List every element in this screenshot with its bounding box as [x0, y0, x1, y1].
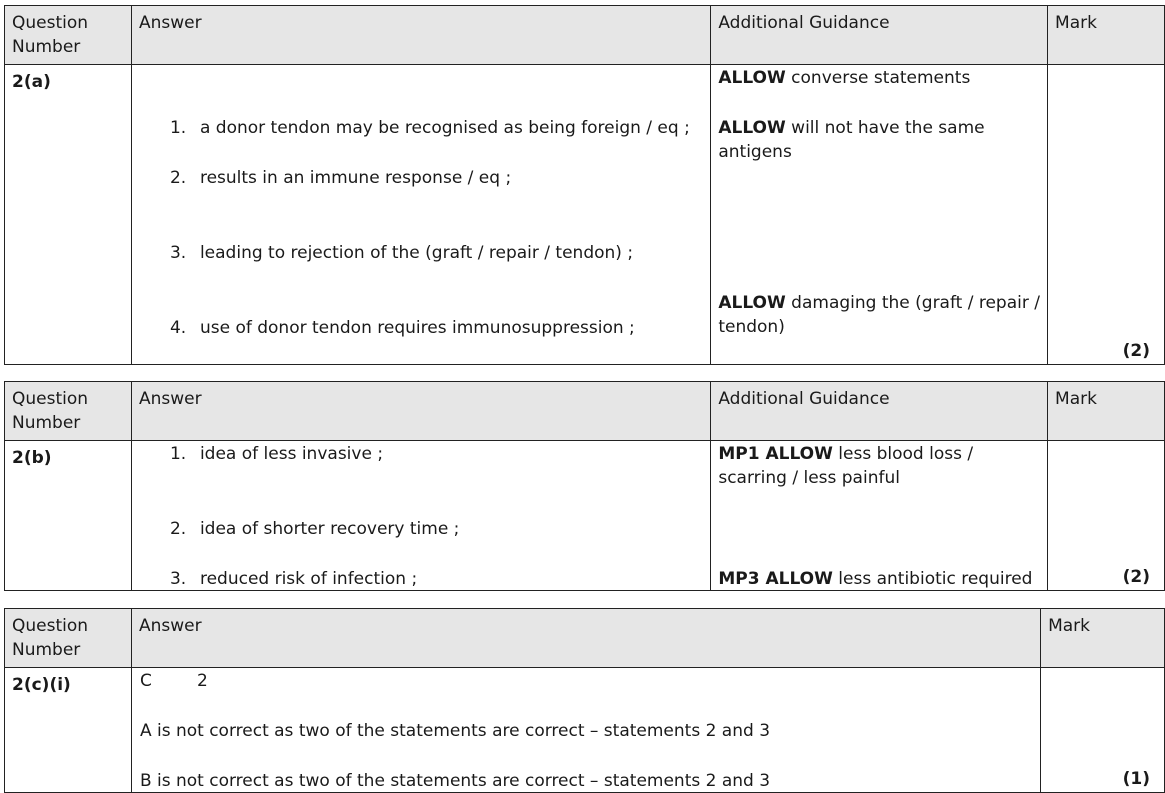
mark-value: (2)	[1048, 65, 1165, 365]
mark-value: (1)	[1041, 668, 1165, 793]
mark-scheme-table-2ci	[4, 608, 1165, 793]
marking-point: 1. a donor tendon may be recognised as being foreign / eq ;	[169, 118, 690, 138]
guidance-note: ALLOW damaging the (graft / repair / tendon)	[718, 293, 1040, 337]
header-question-number: Question Number	[5, 382, 132, 441]
answer-cell	[131, 65, 710, 365]
guidance-cell	[711, 65, 1048, 365]
distractor-explanation: A is not correct as two of the statements are correct – statements 2 and 3	[139, 721, 771, 741]
header-mark: Mark	[1048, 6, 1165, 65]
question-number: 2(c)(i)	[5, 668, 132, 793]
header-answer: Answer	[131, 6, 710, 65]
marking-point: 2. idea of shorter recovery time ;	[169, 519, 460, 539]
marking-point: 1. idea of less invasive ;	[169, 444, 384, 464]
header-mark: Mark	[1048, 382, 1165, 441]
correct-answer: C 2	[139, 671, 208, 691]
guidance-note: ALLOW will not have the same antigens	[718, 118, 985, 162]
guidance-note: ALLOW converse statements	[718, 68, 971, 88]
answer-cell	[131, 668, 1040, 793]
guidance-note: MP1 ALLOW less blood loss / scarring / less painful	[718, 444, 974, 488]
question-number: 2(a)	[5, 65, 132, 365]
header-additional-guidance: Additional Guidance	[711, 382, 1048, 441]
marking-point: 3. reduced risk of infection ;	[169, 569, 418, 589]
header-question-number: Question Number	[5, 609, 132, 668]
header-answer: Answer	[131, 609, 1040, 668]
mark-scheme-table-2b	[4, 381, 1165, 591]
header-question-number: Question Number	[5, 6, 132, 65]
guidance-note: MP3 ALLOW less antibiotic required	[718, 569, 1033, 589]
guidance-cell	[711, 441, 1048, 591]
marking-point: 2. results in an immune response / eq ;	[169, 168, 512, 188]
mark-scheme-table-2a	[4, 5, 1165, 365]
header-mark: Mark	[1041, 609, 1165, 668]
marking-point: 4. use of donor tendon requires immunosuppression ;	[169, 318, 635, 338]
distractor-explanation: B is not correct as two of the statements are correct – statements 2 and 3	[139, 771, 771, 791]
marking-point: 3. leading to rejection of the (graft / repair / tendon) ;	[169, 243, 634, 263]
answer-cell	[131, 441, 710, 591]
header-additional-guidance: Additional Guidance	[711, 6, 1048, 65]
header-answer: Answer	[131, 382, 710, 441]
question-number: 2(b)	[5, 441, 132, 591]
mark-value: (2)	[1048, 441, 1165, 591]
